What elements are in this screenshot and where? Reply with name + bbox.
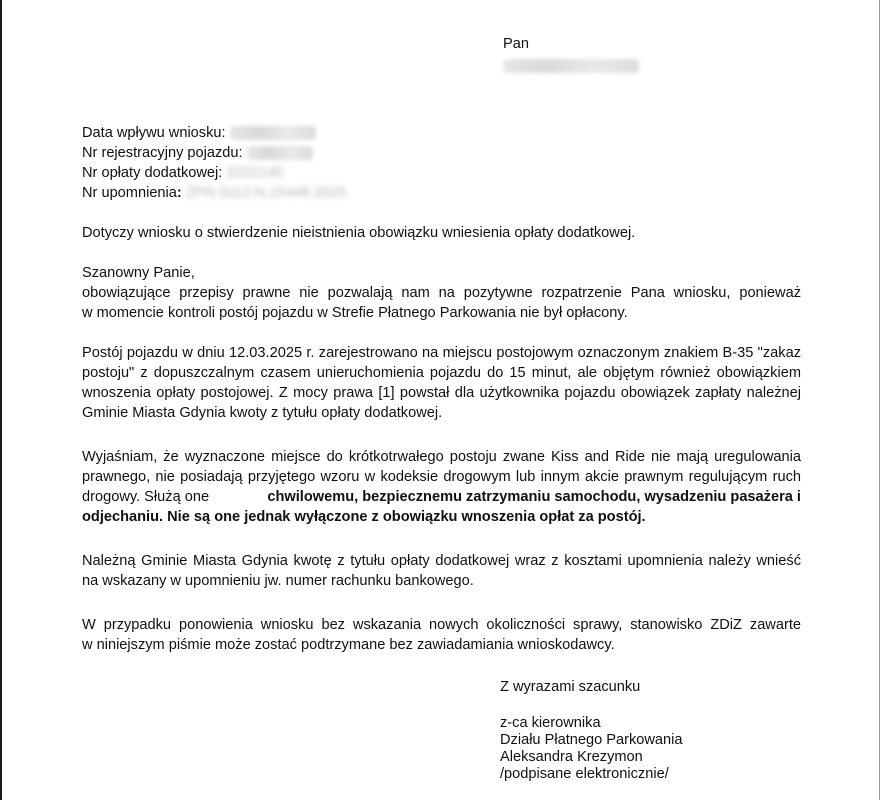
paragraph-3	[82, 447, 801, 527]
paragraph-line: postoju" z dopuszczalnym czasem unieruchomienia pojazdu do 15 minut, ale objętym również obowiązkiem	[82, 365, 801, 381]
paragraph-2	[82, 343, 801, 423]
meta-reminder-colon: :	[176, 185, 182, 201]
meta-fee-row	[82, 163, 283, 183]
meta-plate-row	[82, 143, 313, 163]
recipient-salutation: Pan	[503, 36, 529, 52]
paragraph-line: Postój pojazdu w dniu 12.03.2025 r. zarejestrowano na miejscu postojowym oznaczonym znakiem B-35 "zakaz	[82, 345, 801, 361]
paragraph-line-bold: chwilowemu, bezpiecznemu zatrzymaniu samochodu, wysadzeniu pasażera i	[267, 489, 801, 505]
signature-electronic-note: /podpisane elektronicznie/	[500, 766, 669, 782]
redaction-block	[230, 126, 316, 140]
paragraph-line-mixed	[82, 487, 801, 507]
paragraph-line: Gminie Miasta Gdynia kwoty z tytułu opłaty dodatkowej.	[82, 405, 443, 421]
paragraph-line-plain: drogowy. Służą one	[82, 489, 210, 505]
paragraph-line: na wskazany w upomnieniu jw. numer rachunku bankowego.	[82, 573, 474, 589]
paragraph-line: w niniejszym piśmie może zostać podtrzymane bez zawiadamiania wnioskodawcy.	[82, 637, 615, 653]
paragraph-line: Wyjaśniam, że wyznaczone miejsce do krótkotrwałego postoju zwane Kiss and Ride nie mają uregulowania	[82, 449, 801, 465]
meta-reminder-label: Nr upomnienia	[82, 185, 177, 201]
paragraph-line: obowiązujące przepisy prawne nie pozwalają nam na pozytywne rozpatrzenie Pana wniosku, ponieważ	[82, 285, 801, 301]
meta-fee-label: Nr opłaty dodatkowej:	[82, 165, 223, 181]
paragraph-line: w momencie kontroli postój pojazdu w Strefie Płatnego Parkowania nie był opłacony.	[82, 305, 628, 321]
paragraph-line	[82, 507, 801, 527]
paragraph-line: W przypadku ponowienia wniosku bez wskazania nowych okoliczności sprawy, stanowisko ZDiZ zawarte	[82, 617, 801, 633]
page-left-edge	[0, 0, 2, 800]
meta-plate-label: Nr rejestracyjny pojazdu:	[82, 145, 243, 161]
meta-fee-value: 2222145	[226, 165, 284, 182]
paragraph-line: wnoszenia opłaty postojowej. Z mocy prawa [1] powstał dla użytkownika pojazdu obowiązek zapłaty należnej	[82, 385, 801, 401]
meta-date-row	[82, 123, 316, 143]
paragraph-5	[82, 615, 801, 655]
letter-subject: Dotyczy wniosku o stwierdzenie nieistnienia obowiązku wniesienia opłaty dodatkowej.	[82, 225, 636, 241]
recipient-name-redacted	[503, 56, 639, 76]
paragraph-line-bold: odjechaniu. Nie są one jednak wyłączone z obowiązku wnoszenia opłat za postój.	[82, 509, 646, 525]
meta-reminder-value: ZPN.3112.N.15446.2025	[185, 185, 347, 202]
signature-closing: Z wyrazami szacunku	[500, 679, 641, 695]
paragraph-line: prawnego, nie posiadają przyjętego wzoru w kodeksie drogowym lub innym akcie prawnym regulującym ruch	[82, 469, 801, 485]
letter-greeting: Szanowny Panie,	[82, 265, 195, 281]
paragraph-1	[82, 283, 801, 323]
signature-name: Aleksandra Krezymon	[500, 749, 643, 765]
signature-department: Działu Płatnego Parkowania	[500, 732, 683, 748]
meta-date-label: Data wpływu wniosku:	[82, 125, 226, 141]
redaction-block	[247, 146, 313, 160]
redaction-block	[503, 59, 639, 73]
signature-role: z-ca kierownika	[500, 715, 601, 731]
paragraph-line: Należną Gminie Miasta Gdynia kwotę z tytułu opłaty dodatkowej wraz z kosztami upomnienia należy wnieść	[82, 553, 801, 569]
paragraph-4	[82, 551, 801, 591]
meta-reminder-row	[82, 183, 346, 203]
